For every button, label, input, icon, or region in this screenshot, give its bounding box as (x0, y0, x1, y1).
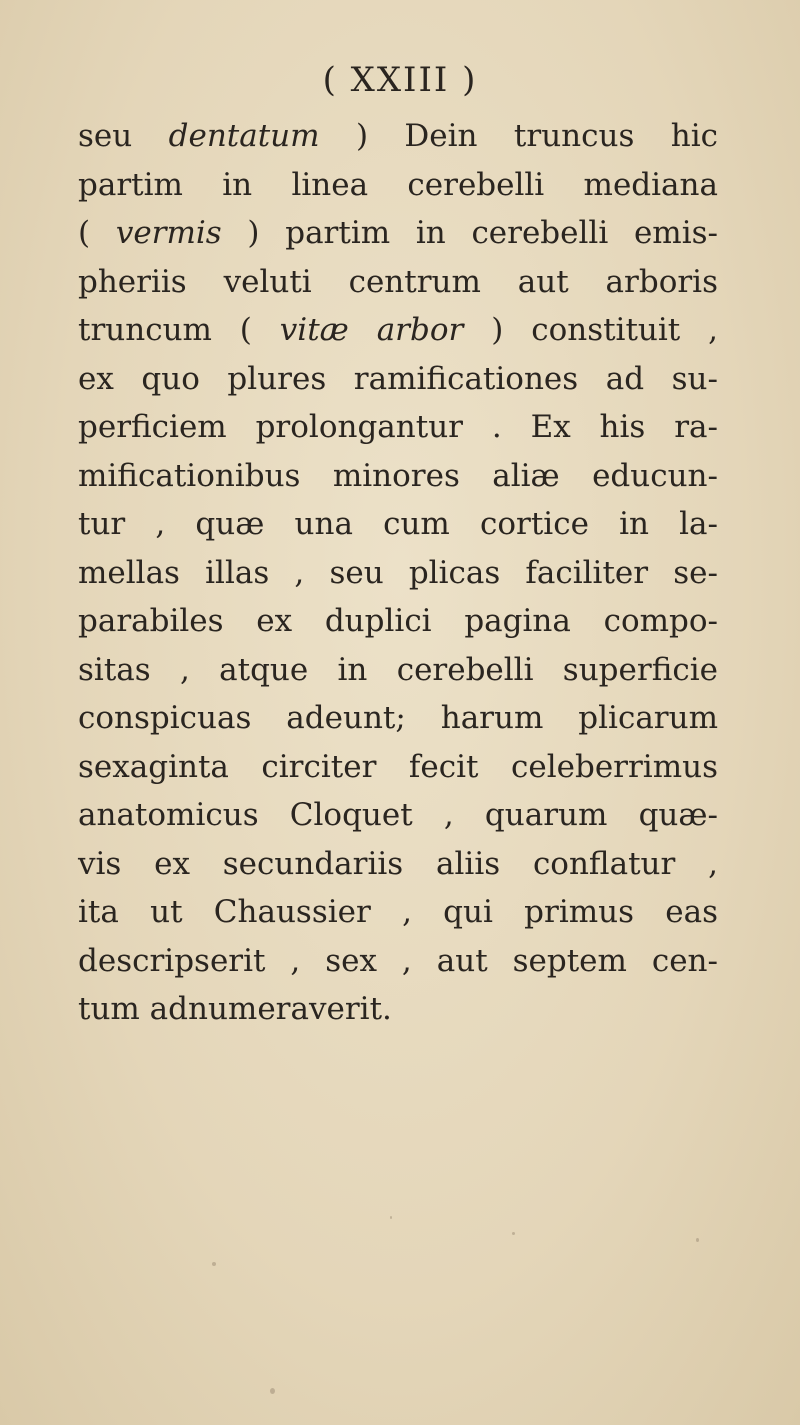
text-line: mellas illas , seu plicas faciliter se- (78, 554, 718, 591)
paper-speck (390, 1216, 392, 1219)
text-line: parabiles ex duplici pagina compo- (78, 603, 718, 639)
paper-speck (696, 1238, 699, 1242)
text-line: ( vermis ) partim in cerebelli emis- (78, 215, 718, 251)
text-line: sexaginta circiter fecit celeberrimus (78, 748, 718, 785)
text-line: sitas , atque in cerebelli superficie (78, 651, 718, 688)
text-line: descripserit , sex , aut septem cen- (78, 942, 718, 979)
text-line: ex quo plures ramificationes ad su- (78, 360, 718, 397)
text-line: conspicuas adeunt; harum plicarum (78, 700, 718, 736)
text-line: truncum ( vitæ arbor ) constituit , (78, 312, 719, 348)
text-line-last: tum adnumeraverit. (78, 991, 392, 1027)
text-line: vis ex secundariis aliis conflatur , (78, 845, 718, 882)
paper-speck (212, 1262, 216, 1266)
text-line: ita ut Chaussier , qui primus eas (78, 894, 718, 930)
text-line: tur , quæ una cum cortice in la- (78, 506, 718, 542)
text-line: perficiem prolongantur . Ex his ra- (78, 409, 718, 445)
paper-speck (270, 1388, 275, 1394)
page-header: ( XXIII ) (322, 60, 478, 100)
paper-speck (512, 1232, 515, 1235)
text-line: pheriis veluti centrum aut arboris (78, 263, 718, 300)
text-line: mificationibus minores aliæ educun- (78, 457, 718, 494)
text-line: anatomicus Cloquet , quarum quæ- (78, 797, 718, 833)
text-line: partim in linea cerebelli mediana (78, 166, 718, 203)
body-text (78, 112, 718, 1034)
text-line: seu dentatum ) Dein truncus hic (78, 118, 718, 154)
